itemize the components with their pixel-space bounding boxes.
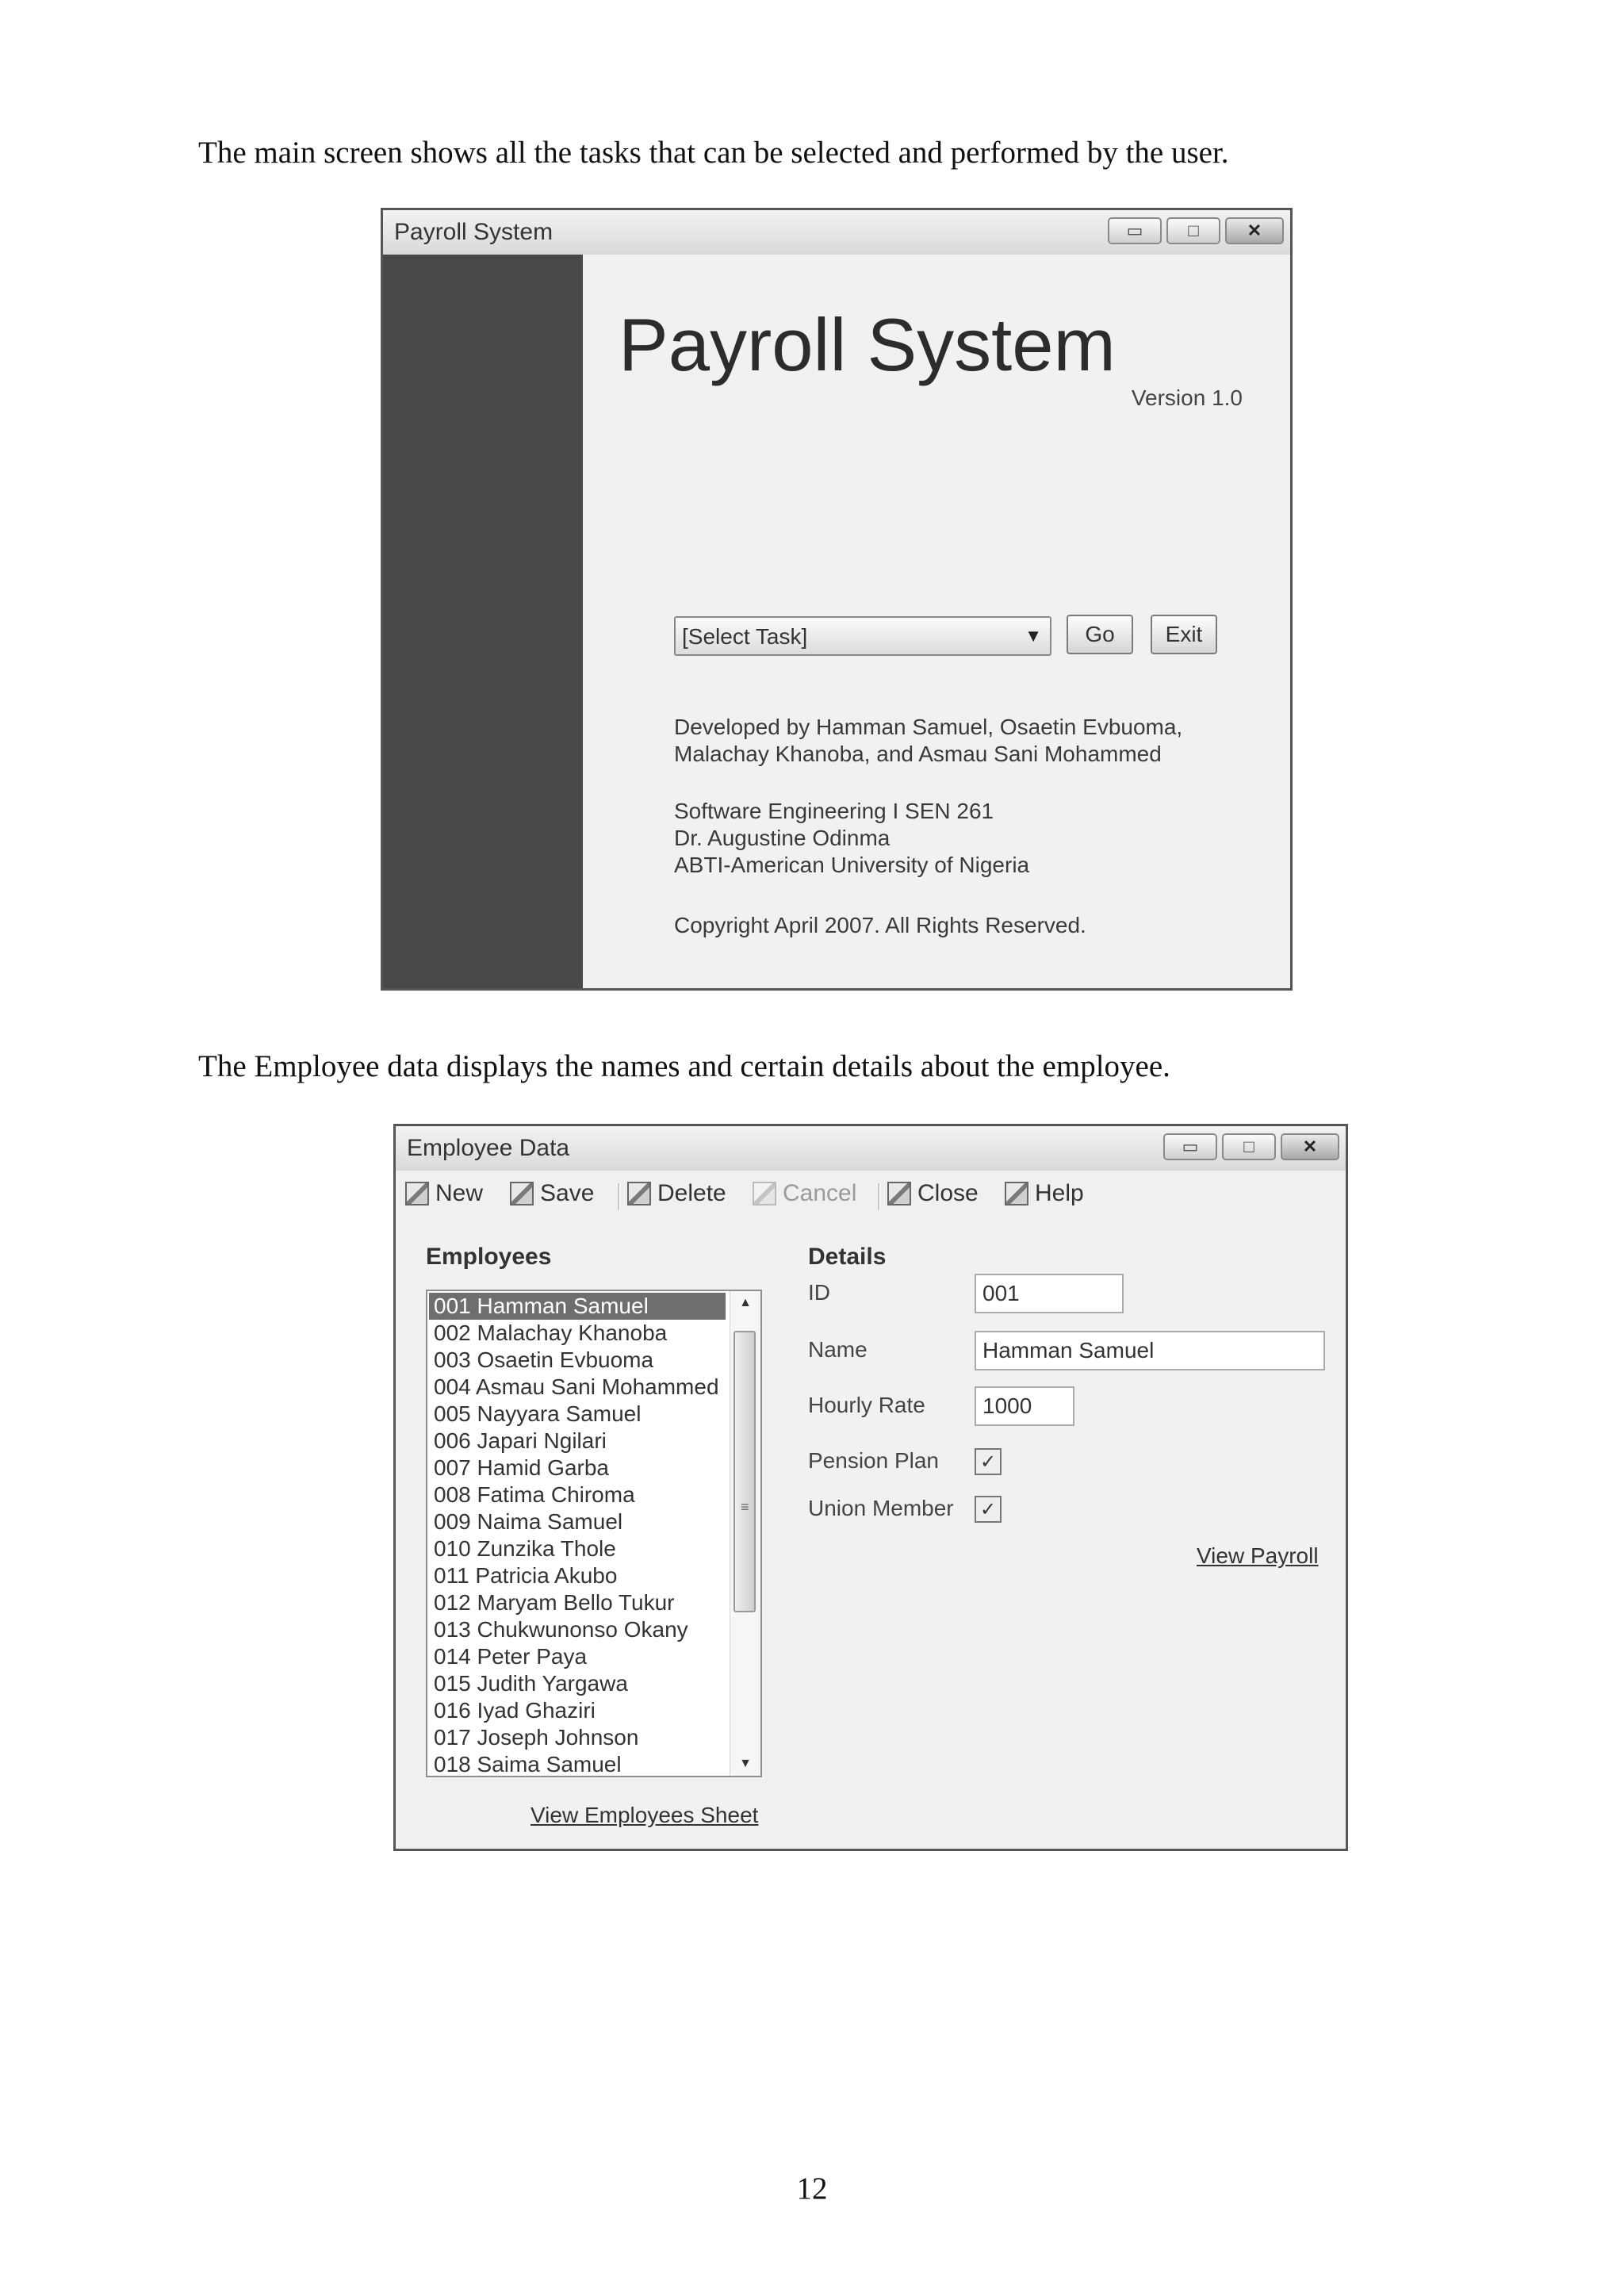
course-line-3: ABTI-American University of Nigeria [674, 853, 1030, 877]
delete-label: Delete [657, 1180, 726, 1206]
view-payroll-link[interactable]: View Payroll [1197, 1543, 1319, 1568]
id-label: ID [808, 1280, 830, 1305]
list-item[interactable]: 018 Saima Samuel [434, 1752, 622, 1777]
list-item[interactable]: 014 Peter Paya [434, 1644, 588, 1669]
list-item[interactable]: 011 Patricia Akubo [434, 1563, 618, 1588]
task-select-value: [Select Task] [682, 624, 808, 649]
save-label: Save [540, 1180, 595, 1206]
list-item[interactable]: 005 Nayyara Samuel [434, 1401, 642, 1426]
image-icon [405, 1182, 429, 1205]
page-number: 12 [796, 2171, 828, 2206]
developers-line-2: Malachay Khanoba, and Asmau Sani Mohammed [674, 742, 1162, 766]
minimize-icon: ▭ [1182, 1137, 1199, 1156]
employee-list[interactable] [426, 1290, 762, 1777]
app-heading: Payroll System [619, 303, 1116, 386]
minimize-icon: ▭ [1126, 220, 1143, 240]
list-item[interactable]: 010 Zunzika Thole [434, 1536, 616, 1561]
course-line-2: Dr. Augustine Odinma [674, 826, 891, 850]
close-icon: ✕ [1247, 220, 1262, 240]
list-item[interactable]: 007 Hamid Garba [434, 1455, 610, 1480]
pension-plan-checkbox[interactable] [975, 1448, 1002, 1475]
employees-heading: Employees [426, 1244, 552, 1270]
copyright-text: Copyright April 2007. All Rights Reserved. [674, 913, 1086, 937]
scroll-down-icon[interactable]: ▼ [739, 1757, 752, 1770]
list-item[interactable]: 012 Maryam Bello Tukur [434, 1590, 675, 1615]
help-button[interactable] [1005, 1180, 1084, 1207]
hourly-rate-label: Hourly Rate [808, 1393, 925, 1417]
close-window-button[interactable] [1281, 1133, 1339, 1160]
employee-data-window [393, 1124, 1348, 1851]
delete-button[interactable] [627, 1180, 726, 1207]
toolbar-separator [618, 1183, 620, 1210]
checkmark-icon: ✓ [979, 1498, 997, 1520]
union-member-label: Union Member [808, 1496, 954, 1520]
image-icon [510, 1182, 534, 1205]
maximize-icon: □ [1243, 1137, 1254, 1156]
maximize-button[interactable] [1166, 217, 1220, 244]
list-scrollbar[interactable] [730, 1291, 760, 1776]
side-panel [383, 255, 583, 988]
title-bar [396, 1126, 1346, 1171]
close-label: Close [917, 1180, 979, 1206]
window-title: Employee Data [407, 1135, 570, 1161]
id-field[interactable]: 001 [975, 1274, 1124, 1313]
details-heading: Details [808, 1244, 887, 1270]
employee-form [396, 1218, 1346, 1849]
new-button[interactable] [405, 1180, 483, 1207]
list-item[interactable]: 001 Hamman Samuel [429, 1293, 726, 1320]
checkmark-icon: ✓ [979, 1451, 997, 1473]
image-icon [627, 1182, 651, 1205]
intro-employee-text: The Employee data displays the names and certain details about the employee. [198, 1049, 1170, 1083]
name-label: Name [808, 1337, 868, 1362]
save-button[interactable] [510, 1180, 594, 1207]
developers-line-1: Developed by Hamman Samuel, Osaetin Evbuoma, [674, 715, 1183, 739]
window-title: Payroll System [394, 219, 553, 245]
scrollbar-thumb[interactable] [733, 1331, 756, 1612]
payroll-system-window [381, 208, 1293, 991]
grip-icon: ≡ [741, 1499, 749, 1515]
list-item[interactable]: 002 Malachay Khanoba [434, 1320, 668, 1345]
title-bar [383, 210, 1290, 255]
course-line-1: Software Engineering I SEN 261 [674, 799, 994, 823]
go-button[interactable]: Go [1067, 615, 1133, 654]
list-item[interactable]: 013 Chukwunonso Okany [434, 1617, 688, 1642]
name-field[interactable]: Hamman Samuel [975, 1331, 1325, 1370]
list-item[interactable]: 006 Japari Ngilari [434, 1428, 607, 1453]
minimize-button[interactable] [1163, 1133, 1217, 1160]
intro-main-text: The main screen shows all the tasks that can be selected and performed by the user. [198, 136, 1229, 170]
list-item[interactable]: 003 Osaetin Evbuoma [434, 1347, 654, 1372]
exit-button[interactable]: Exit [1151, 615, 1217, 654]
toolbar-separator [878, 1183, 880, 1210]
scroll-up-icon[interactable]: ▲ [739, 1296, 752, 1309]
pension-plan-label: Pension Plan [808, 1448, 940, 1473]
union-member-checkbox[interactable] [975, 1496, 1002, 1523]
image-icon [753, 1182, 776, 1205]
view-employees-sheet-link[interactable]: View Employees Sheet [530, 1803, 759, 1827]
list-item[interactable]: 009 Naima Samuel [434, 1509, 623, 1534]
cancel-button[interactable] [753, 1180, 856, 1207]
version-label: Version 1.0 [1131, 385, 1243, 410]
new-label: New [435, 1180, 484, 1206]
close-window-button[interactable] [1225, 217, 1284, 244]
image-icon [1005, 1182, 1028, 1205]
minimize-button[interactable] [1108, 217, 1162, 244]
hourly-rate-field[interactable]: 1000 [975, 1386, 1074, 1426]
toolbar [396, 1171, 1346, 1218]
task-select[interactable] [674, 616, 1051, 656]
list-item[interactable]: 004 Asmau Sani Mohammed [434, 1374, 719, 1399]
close-button[interactable] [887, 1180, 979, 1207]
list-item[interactable]: 017 Joseph Johnson [434, 1725, 639, 1750]
list-item[interactable]: 008 Fatima Chiroma [434, 1482, 635, 1507]
list-item[interactable]: 015 Judith Yargawa [434, 1671, 628, 1696]
help-label: Help [1035, 1180, 1084, 1206]
list-item[interactable]: 016 Iyad Ghaziri [434, 1698, 596, 1723]
dropdown-arrow-icon: ▼ [1025, 626, 1042, 646]
close-icon: ✕ [1302, 1137, 1318, 1156]
main-panel [583, 255, 1290, 988]
image-icon [887, 1182, 911, 1205]
maximize-button[interactable] [1222, 1133, 1276, 1160]
maximize-icon: □ [1188, 220, 1199, 240]
cancel-label: Cancel [783, 1180, 857, 1206]
